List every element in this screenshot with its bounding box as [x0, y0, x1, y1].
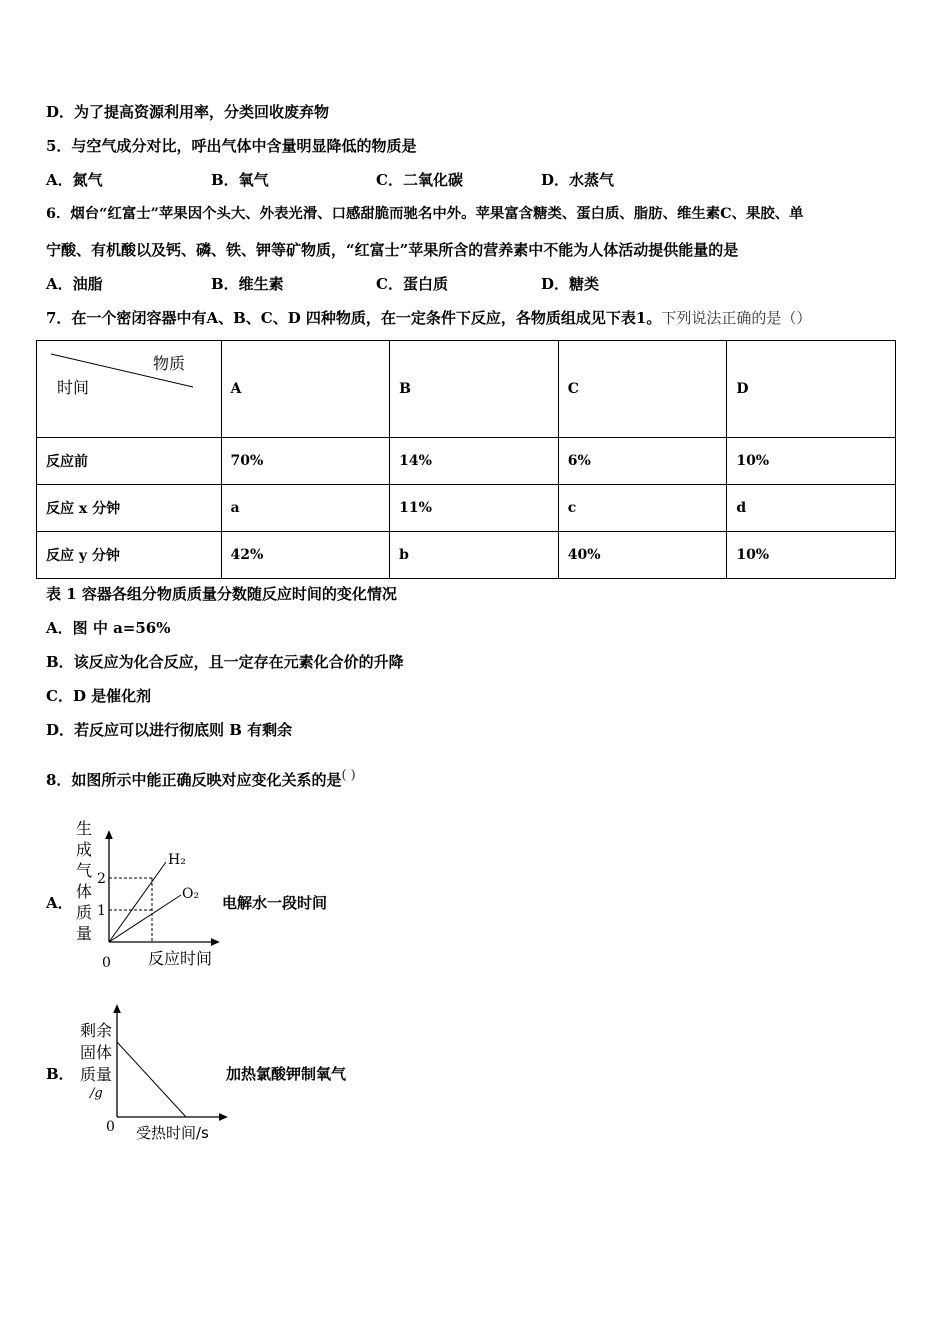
y-label-char: 质 — [76, 903, 93, 922]
h2-label: H₂ — [168, 852, 186, 868]
q7-option-d: D．若反应可以进行彻底则 B 有剩余 — [46, 721, 293, 739]
table-row — [37, 485, 896, 532]
origin-label: 0 — [102, 955, 111, 971]
table-corner-cell — [37, 341, 222, 438]
q7-table — [36, 340, 896, 579]
q7-option-c: C．D 是催化剂 — [46, 687, 152, 705]
q5-option-a: A．氮气 — [46, 171, 103, 189]
mass-line — [117, 1042, 186, 1117]
q7-option-b: B．该反应为化合反应，且一定存在元素化合价的升降 — [46, 653, 404, 671]
q7-stem-tail: 下列说法正确的是（） — [661, 309, 812, 327]
tick-1: 1 — [97, 903, 106, 919]
y-label-char: 生 — [76, 819, 93, 838]
q8-stem-wrap — [46, 766, 356, 790]
corner-label-substance: 物质 — [153, 354, 186, 373]
y-label-char: 气 — [76, 861, 93, 880]
tick-2: 2 — [97, 871, 106, 887]
table-cell: 70% — [221, 438, 390, 485]
table-cell: 40% — [558, 532, 727, 579]
table-cell: 6% — [558, 438, 727, 485]
h2-line — [109, 862, 166, 942]
y-label-line: 固体 — [80, 1043, 113, 1062]
q8-option-b-letter: B． — [46, 1065, 74, 1083]
q7-stem: 7．在一个密闭容器中有A、B、C、D 四种物质，在一定条件下反应，各物质组成见下表1。 — [46, 309, 662, 327]
y-label-line: 质量 — [80, 1065, 113, 1084]
q5-option-d: D．水蒸气 — [541, 171, 615, 189]
table-cell: 11% — [390, 485, 559, 532]
header-c: C — [558, 341, 727, 438]
q4-option-d: D．为了提高资源利用率，分类回收废弃物 — [46, 103, 330, 121]
q5-options — [46, 170, 614, 190]
q7-stem-wrap — [46, 308, 811, 328]
q8-graph-b — [74, 1000, 234, 1150]
q8-answer-blank: ( ) — [341, 768, 356, 783]
q8-option-a-letter: A． — [46, 894, 73, 912]
q6-option-d: D．糖类 — [541, 275, 600, 293]
header-d: D — [727, 341, 896, 438]
origin-label: 0 — [106, 1119, 115, 1135]
q7-caption: 表 1 容器各组分物质质量分数随反应时间的变化情况 — [46, 585, 397, 603]
table-cell: 10% — [727, 438, 896, 485]
q8-graph-a — [66, 812, 226, 972]
q5-stem: 5．与空气成分对比，呼出气体中含量明显降低的物质是 — [46, 137, 417, 155]
q7-option-a: A．图 中 a=56% — [46, 619, 171, 637]
y-label-char: 量 — [76, 924, 93, 943]
y-label-char: 体 — [76, 882, 93, 901]
q5-option-b: B．氧气 — [211, 171, 269, 189]
y-label-char: 成 — [76, 840, 93, 859]
table-header-row — [37, 341, 896, 438]
y-label-line: 剩余 — [80, 1021, 113, 1040]
table-cell: c — [558, 485, 727, 532]
row-label: 反应 y 分钟 — [37, 532, 222, 579]
o2-label: O₂ — [182, 886, 200, 902]
q6-option-b: B．维生素 — [211, 275, 284, 293]
q6-stem-line1: 6．烟台“红富士”苹果因个头大、外表光滑、口感甜脆而驰名中外。苹果富含糖类、蛋白质、脂肪、维生素C、果胶、单 — [46, 205, 804, 222]
q6-option-a: A．油脂 — [46, 275, 103, 293]
y-label-unit: /g — [90, 1086, 103, 1101]
q5-option-c: C．二氧化碳 — [376, 171, 463, 189]
o2-line — [109, 895, 181, 942]
corner-label-time: 时间 — [57, 378, 90, 397]
table-cell: b — [390, 532, 559, 579]
header-a: A — [221, 341, 390, 438]
q8-option-a-desc: 电解水一段时间 — [222, 894, 328, 912]
table-cell: 42% — [221, 532, 390, 579]
row-label: 反应前 — [37, 438, 222, 485]
x-axis-label: 反应时间 — [148, 949, 213, 968]
q6-options — [46, 274, 599, 294]
table-cell: a — [221, 485, 390, 532]
table-row — [37, 438, 896, 485]
q8-option-b-desc: 加热氯酸钾制氧气 — [226, 1065, 347, 1083]
x-axis-label: 受热时间/s — [136, 1124, 209, 1142]
q6-option-c: C．蛋白质 — [376, 275, 448, 293]
header-b: B — [390, 341, 559, 438]
table-cell: 10% — [727, 532, 896, 579]
row-label: 反应 x 分钟 — [37, 485, 222, 532]
q8-stem: 8．如图所示中能正确反映对应变化关系的是 — [46, 771, 342, 789]
table-cell: 14% — [390, 438, 559, 485]
table-row — [37, 532, 896, 579]
q6-stem-line2: 宁酸、有机酸以及钙、磷、铁、钾等矿物质，“红富士”苹果所含的营养素中不能为人体活动提供能量的是 — [46, 241, 739, 259]
table-cell: d — [727, 485, 896, 532]
